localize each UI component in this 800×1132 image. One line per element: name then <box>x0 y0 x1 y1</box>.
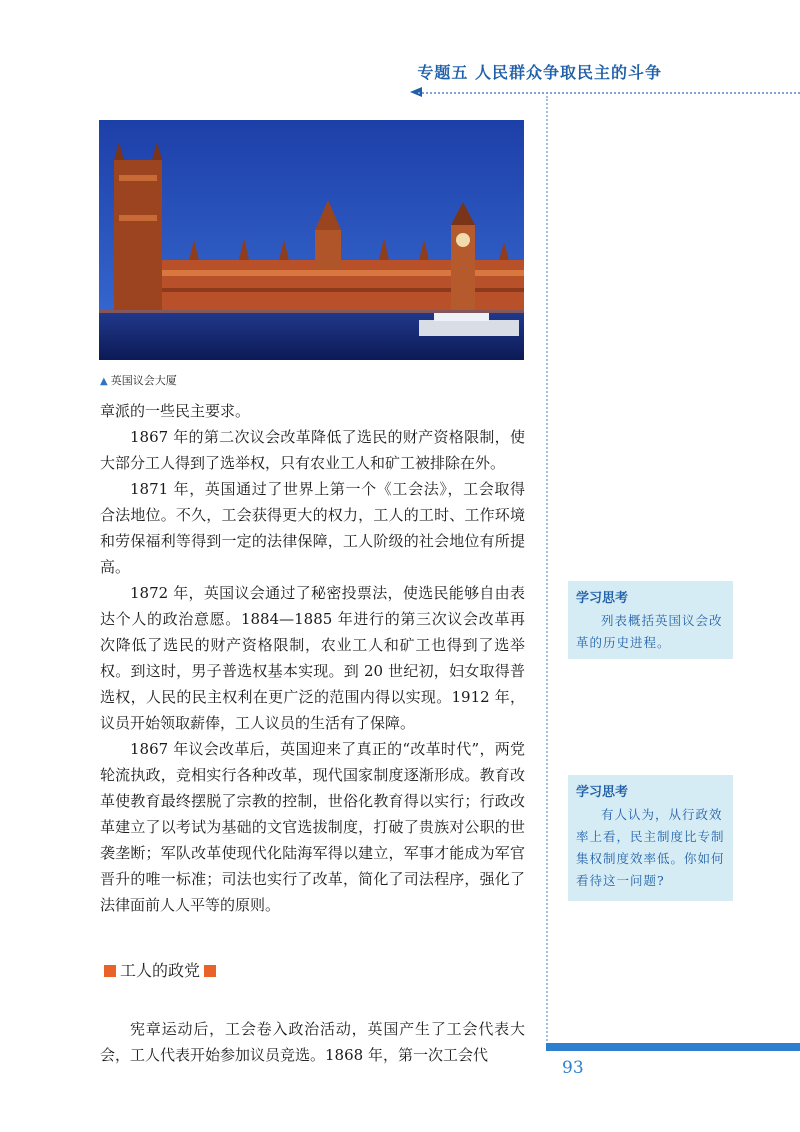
paragraph: 1872 年，英国议会通过了秘密投票法，使选民能够自由表达个人的政治意愿。1884—1885 年进行的第三次议会改革再次降低了选民的财产资格限制，农业工人和矿工也得到了选举权。到这时，男子普选权基本实现。到 20 世纪初，妇女取得普选权，人民的民主权利在更广泛的范围内得以实现。1912 年，议员开始领取薪俸，工人议员的生活有了保障。 <box>100 584 525 732</box>
main-text <box>100 398 525 918</box>
section-heading: 工人的政党 <box>100 958 220 981</box>
paragraph: 1867 年的第二次议会改革降低了选民的财产资格限制，使大部分工人得到了选举权，只有农业工人和矿工被排除在外。 <box>100 428 525 472</box>
study-box <box>568 775 733 901</box>
triangle-icon: ▲ <box>100 376 108 387</box>
paragraph: 1867 年议会改革后，英国迎来了真正的“改革时代”，两党轮流执政，竞相实行各种改革，现代国家制度逐渐形成。教育改革使教育最终摆脱了宗教的控制，世俗化教育得以实行；行政改革建立了以考试为基础的文官选拔制度，打破了贵族对公职的世袭垄断；军队改革使现代化陆海军得以建立，军事才能成为军官晋升的唯一标准；司法也实行了改革，简化了司法程序，强化了法律面前人人平等的原则。 <box>100 740 525 914</box>
paragraph: 宪章运动后，工会卷入政治活动，英国产生了工会代表大会，工人代表开始参加议员竞选。1868 年，第一次工会代 <box>100 1020 525 1064</box>
study-box-text: 列表概括英国议会改革的历史进程。 <box>576 613 723 650</box>
parliament-photo <box>99 120 524 360</box>
study-box-title: 学习思考 <box>576 785 629 800</box>
page-header <box>0 0 800 100</box>
header-dotted-line <box>418 92 800 94</box>
margin-divider <box>546 96 548 1041</box>
chapter-title: 专题五 人民群众争取民主的斗争 <box>417 63 662 82</box>
paragraph: 章派的一些民主要求。 <box>100 402 251 420</box>
parliament-illustration <box>99 120 524 360</box>
footer-bar <box>546 1043 800 1051</box>
page-number: 93 <box>562 1058 584 1078</box>
study-box <box>568 581 733 659</box>
photo-caption: ▲ 英国议会大厦 <box>100 374 177 387</box>
section-text <box>100 1016 525 1068</box>
square-bullet-icon <box>204 965 216 977</box>
study-box-text: 有人认为，从行政效率上看，民主制度比专制集权制度效率低。你如何看待这一问题? <box>576 807 725 888</box>
square-bullet-icon <box>104 965 116 977</box>
paragraph: 1871 年，英国通过了世界上第一个《工会法》，工会取得合法地位。不久，工会获得更大的权力，工人的工时、工作环境和劳保福利等得到一定的法律保障，工人阶级的社会地位有所提高。 <box>100 480 525 576</box>
study-box-title: 学习思考 <box>576 591 629 606</box>
